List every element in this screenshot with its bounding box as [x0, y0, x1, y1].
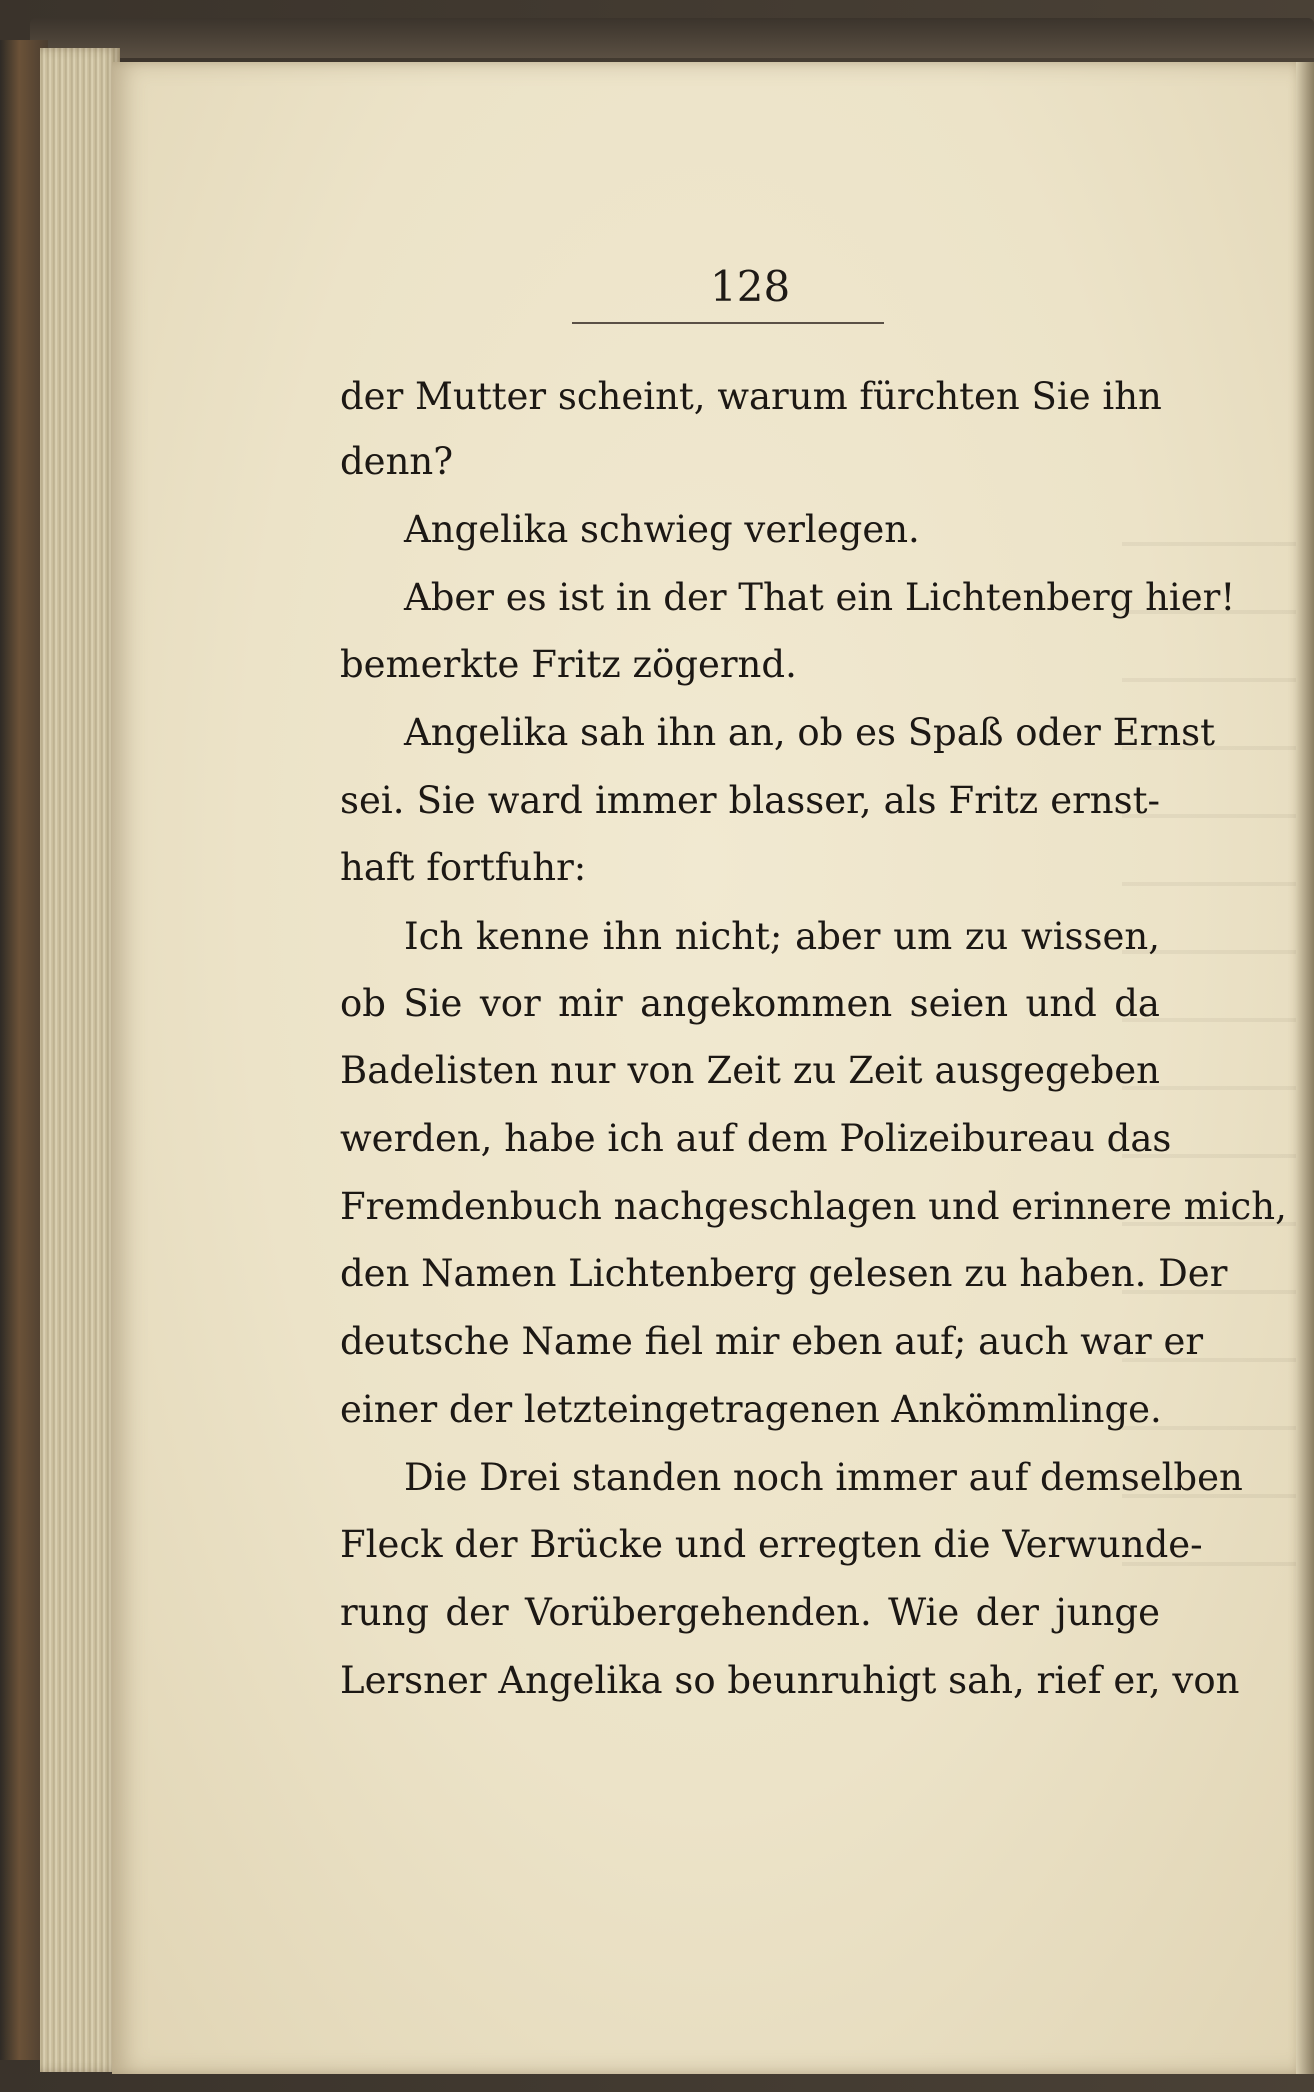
text-line: werden, habe ich auf dem Polizeibureau das [340, 1117, 1172, 1160]
text-line: deutsche Name fiel mir eben auf; auch war er [340, 1320, 1204, 1363]
text-line: einer der letzteingetragenen Ankömmlinge. [340, 1388, 1162, 1431]
book-cover-top [30, 18, 1314, 58]
text-line: Ich kenne ihn nicht; aber um zu wissen, [404, 915, 1160, 958]
text-line: haft fortfuhr: [340, 846, 587, 889]
text-line: den Namen Lichtenberg gelesen zu haben. Der [340, 1252, 1228, 1295]
header-rule [572, 322, 884, 324]
text-line: sei. Sie ward immer blasser, als Fritz ernst- [340, 779, 1160, 822]
text-line: Fremdenbuch nachgeschlagen und erinnere mich, [340, 1185, 1287, 1228]
text-line: Lersner Angelika so beunruhigt sah, rief er, von [340, 1659, 1240, 1702]
text-line: Die Drei standen noch immer auf demselben [404, 1456, 1243, 1499]
page-number: 128 [710, 262, 791, 311]
text-line: Aber es ist in der That ein Lichtenberg hier! [404, 576, 1236, 619]
page-stack-edge [40, 48, 120, 2072]
text-line: ob Sie vor mir angekommen seien und da [340, 982, 1160, 1025]
text-line: denn? [340, 440, 454, 483]
page-right-edge [1296, 62, 1314, 2074]
text-line: rung der Vorübergehenden. Wie der junge [340, 1591, 1160, 1634]
text-line: Angelika sah ihn an, ob es Spaß oder Ernst [404, 711, 1215, 754]
text-line: Badelisten nur von Zeit zu Zeit ausgegeben [340, 1049, 1160, 1092]
text-line: Fleck der Brücke und erregten die Verwunde- [340, 1523, 1203, 1566]
text-line: der Mutter scheint, warum fürchten Sie ihn [340, 375, 1162, 418]
text-line: bemerkte Fritz zögernd. [340, 643, 797, 686]
text-line: Angelika schwieg verlegen. [404, 508, 920, 551]
